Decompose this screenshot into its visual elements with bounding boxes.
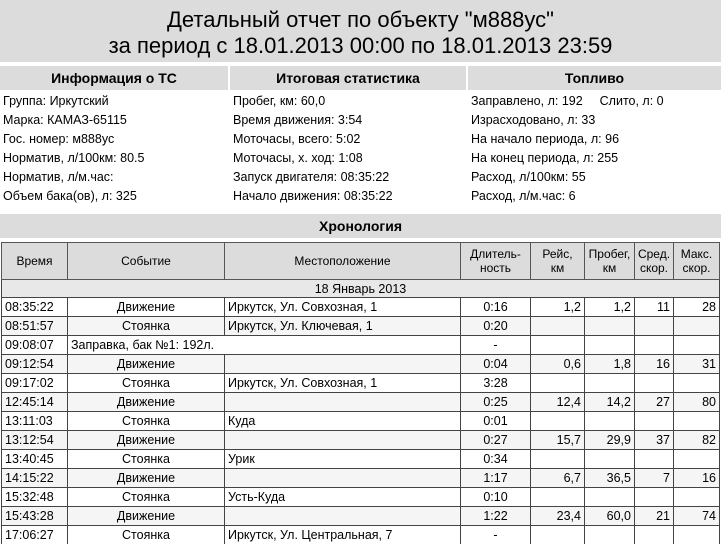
cell-trip: 1,2	[531, 298, 585, 317]
table-row	[2, 336, 720, 355]
cell-max-speed	[674, 488, 720, 507]
cell-event: Движение	[68, 393, 225, 412]
fuel-drained: Слито, л: 0	[599, 94, 664, 108]
cell-avg-speed	[635, 450, 674, 469]
fuel-period-start: На начало периода, л: 96	[471, 131, 620, 146]
stats-moving-time: Время движения: 3:54	[233, 112, 363, 127]
cell-mileage: 14,2	[585, 393, 635, 412]
summary-section	[0, 66, 721, 212]
cell-mileage: 36,5	[585, 469, 635, 488]
cell-trip	[531, 450, 585, 469]
cell-avg-speed: 27	[635, 393, 674, 412]
table-row	[2, 469, 720, 488]
col-header-mileage: Пробег, км	[585, 243, 635, 280]
cell-duration: 3:28	[461, 374, 531, 393]
fuel-period-end: На конец периода, л: 255	[471, 150, 619, 165]
cell-max-speed	[674, 317, 720, 336]
cell-time: 13:11:03	[2, 412, 68, 431]
cell-time: 15:32:48	[2, 488, 68, 507]
cell-time: 13:12:54	[2, 431, 68, 450]
cell-duration: 0:10	[461, 488, 531, 507]
cell-time: 13:40:45	[2, 450, 68, 469]
cell-avg-speed	[635, 374, 674, 393]
cell-avg-speed: 37	[635, 431, 674, 450]
cell-mileage	[585, 317, 635, 336]
cell-trip	[531, 336, 585, 355]
report-period: за период с 18.01.2013 00:00 по 18.01.2013 23:59	[108, 33, 613, 58]
cell-event: Стоянка	[68, 412, 225, 431]
cell-trip	[531, 412, 585, 431]
chronology-body	[2, 280, 720, 544]
cell-mileage	[585, 412, 635, 431]
cell-max-speed: 31	[674, 355, 720, 374]
table-row	[2, 412, 720, 431]
fuel-header: Топливо	[468, 66, 721, 90]
cell-max-speed	[674, 526, 720, 544]
stats-idle-hours: Моточасы, х. ход: 1:08	[233, 150, 363, 165]
stats-movement-start: Начало движения: 08:35:22	[233, 188, 393, 203]
cell-duration: 1:17	[461, 469, 531, 488]
cell-location	[225, 431, 461, 450]
stats-mileage: Пробег, км: 60,0	[233, 94, 326, 108]
cell-event: Стоянка	[68, 450, 225, 469]
cell-time: 12:45:14	[2, 393, 68, 412]
stats-engine-start: Запуск двигателя: 08:35:22	[233, 169, 390, 184]
fuel-refueled: Заправлено, л: 192	[471, 94, 583, 108]
cell-event: Стоянка	[68, 526, 225, 544]
cell-mileage	[585, 526, 635, 544]
cell-time: 17:06:27	[2, 526, 68, 544]
cell-event: Заправка, бак №1: 192л.	[68, 336, 461, 355]
cell-trip	[531, 488, 585, 507]
cell-max-speed: 82	[674, 431, 720, 450]
vehicle-plate: Гос. номер: м888ус	[3, 131, 115, 146]
table-row	[2, 298, 720, 317]
vehicle-norm-km: Норматив, л/100км: 80.5	[3, 150, 145, 165]
table-row	[2, 431, 720, 450]
cell-mileage	[585, 374, 635, 393]
report-title: Детальный отчет по объекту "м888ус"	[167, 7, 554, 32]
vehicle-info-header: Информация о ТС	[0, 66, 228, 90]
cell-avg-speed: 16	[635, 355, 674, 374]
col-header-location: Местоположение	[225, 243, 461, 280]
cell-duration: 0:01	[461, 412, 531, 431]
cell-duration: -	[461, 336, 531, 355]
cell-event: Движение	[68, 507, 225, 526]
stats-header: Итоговая статистика	[230, 66, 466, 90]
cell-time: 08:35:22	[2, 298, 68, 317]
table-row	[2, 317, 720, 336]
cell-mileage: 29,9	[585, 431, 635, 450]
cell-max-speed: 16	[674, 469, 720, 488]
cell-avg-speed	[635, 526, 674, 544]
cell-max-speed	[674, 336, 720, 355]
cell-avg-speed: 21	[635, 507, 674, 526]
cell-trip: 23,4	[531, 507, 585, 526]
cell-time: 15:43:28	[2, 507, 68, 526]
date-row	[2, 280, 720, 298]
stats-panel	[230, 66, 466, 212]
cell-location: Куда	[225, 412, 461, 431]
table-row	[2, 374, 720, 393]
cell-location	[225, 393, 461, 412]
cell-time: 14:15:22	[2, 469, 68, 488]
cell-duration: 0:16	[461, 298, 531, 317]
cell-trip: 6,7	[531, 469, 585, 488]
cell-event: Движение	[68, 469, 225, 488]
fuel-refuel-drain-row	[471, 92, 721, 111]
fuel-rate-hour: Расход, л/м.час: 6	[471, 188, 576, 203]
table-row	[2, 507, 720, 526]
cell-time: 09:08:07	[2, 336, 68, 355]
cell-mileage	[585, 336, 635, 355]
cell-duration: 0:25	[461, 393, 531, 412]
table-row	[2, 526, 720, 544]
cell-event: Движение	[68, 298, 225, 317]
cell-duration: 0:27	[461, 431, 531, 450]
cell-event: Движение	[68, 431, 225, 450]
report-title-block	[0, 0, 721, 62]
table-row	[2, 393, 720, 412]
cell-duration: 1:22	[461, 507, 531, 526]
cell-avg-speed	[635, 412, 674, 431]
table-header-row	[2, 243, 720, 280]
cell-trip: 0,6	[531, 355, 585, 374]
table-row	[2, 488, 720, 507]
cell-location: Иркутск, Ул. Ключевая, 1	[225, 317, 461, 336]
cell-location	[225, 507, 461, 526]
cell-location	[225, 355, 461, 374]
cell-location: Иркутск, Ул. Совхозная, 1	[225, 374, 461, 393]
table-row	[2, 355, 720, 374]
cell-time: 08:51:57	[2, 317, 68, 336]
cell-max-speed	[674, 374, 720, 393]
date-label: 18 Январь 2013	[2, 280, 720, 298]
vehicle-tank-volume: Объем бака(ов), л: 325	[3, 188, 137, 203]
cell-avg-speed	[635, 317, 674, 336]
cell-mileage: 1,2	[585, 298, 635, 317]
cell-avg-speed	[635, 336, 674, 355]
cell-duration: 0:34	[461, 450, 531, 469]
cell-avg-speed: 7	[635, 469, 674, 488]
col-header-event: Событие	[68, 243, 225, 280]
cell-max-speed: 74	[674, 507, 720, 526]
cell-event: Стоянка	[68, 488, 225, 507]
cell-max-speed: 28	[674, 298, 720, 317]
cell-trip	[531, 526, 585, 544]
cell-location	[225, 469, 461, 488]
cell-avg-speed	[635, 488, 674, 507]
cell-mileage: 60,0	[585, 507, 635, 526]
vehicle-brand: Марка: КАМАЗ-65115	[3, 112, 127, 127]
cell-max-speed	[674, 412, 720, 431]
cell-location: Иркутск, Ул. Совхозная, 1	[225, 298, 461, 317]
cell-mileage	[585, 488, 635, 507]
table-row	[2, 450, 720, 469]
stats-engine-hours: Моточасы, всего: 5:02	[233, 131, 361, 146]
cell-time: 09:17:02	[2, 374, 68, 393]
fuel-panel	[468, 66, 721, 212]
cell-location: Урик	[225, 450, 461, 469]
cell-max-speed: 80	[674, 393, 720, 412]
cell-trip: 12,4	[531, 393, 585, 412]
cell-duration: 0:04	[461, 355, 531, 374]
cell-trip	[531, 374, 585, 393]
cell-location: Усть-Куда	[225, 488, 461, 507]
col-header-time: Время	[2, 243, 68, 280]
cell-trip	[531, 317, 585, 336]
cell-event: Движение	[68, 355, 225, 374]
cell-location: Иркутск, Ул. Центральная, 7	[225, 526, 461, 544]
cell-max-speed	[674, 450, 720, 469]
col-header-duration: Длитель- ность	[461, 243, 531, 280]
vehicle-norm-hour: Норматив, л/м.час:	[3, 169, 114, 184]
col-header-max-speed: Макс. скор.	[674, 243, 720, 280]
cell-mileage	[585, 450, 635, 469]
chronology-table	[1, 242, 720, 544]
col-header-avg-speed: Сред. скор.	[635, 243, 674, 280]
fuel-rate-km: Расход, л/100км: 55	[471, 169, 586, 184]
cell-avg-speed: 11	[635, 298, 674, 317]
cell-duration: -	[461, 526, 531, 544]
cell-time: 09:12:54	[2, 355, 68, 374]
fuel-consumed: Израсходовано, л: 33	[471, 112, 596, 127]
col-header-trip: Рейс, км	[531, 243, 585, 280]
cell-duration: 0:20	[461, 317, 531, 336]
vehicle-group: Группа: Иркутский	[3, 94, 109, 108]
vehicle-info-panel	[0, 66, 228, 212]
chronology-header: Хронология	[0, 214, 721, 238]
cell-event: Стоянка	[68, 317, 225, 336]
cell-event: Стоянка	[68, 374, 225, 393]
cell-trip: 15,7	[531, 431, 585, 450]
cell-mileage: 1,8	[585, 355, 635, 374]
